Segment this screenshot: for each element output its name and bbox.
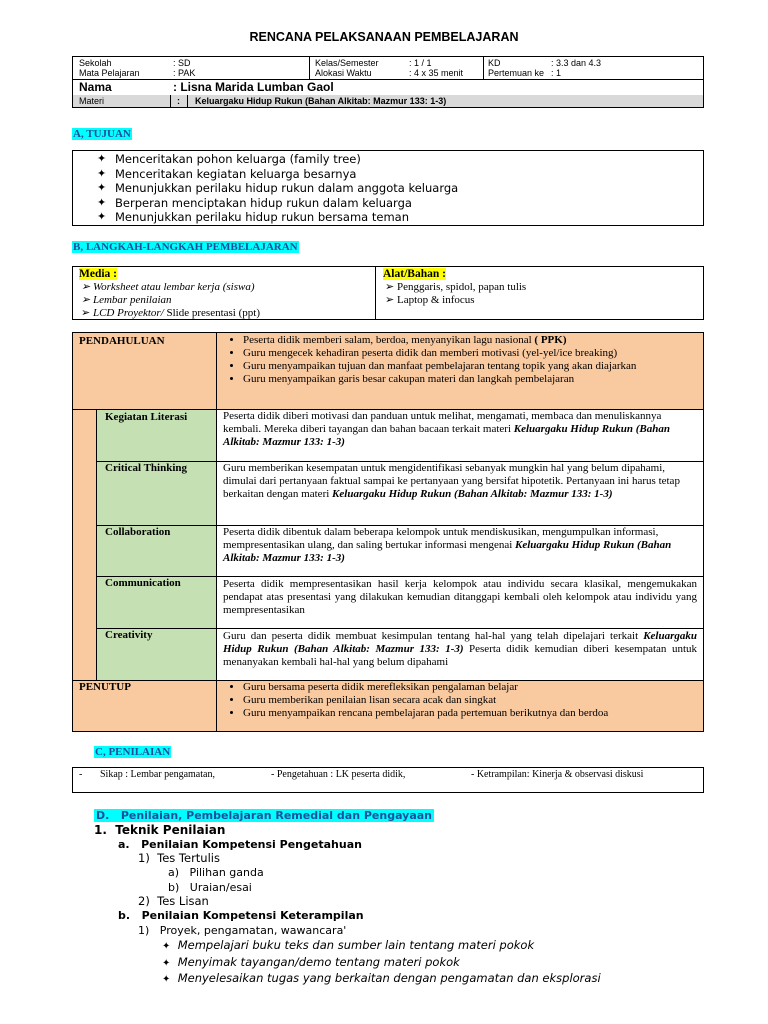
- pertemuan-value: : 1: [551, 68, 562, 78]
- sekolah-value: : SD: [173, 58, 191, 68]
- mapel-value: : PAK: [173, 68, 196, 78]
- d-b-item: ✦ Mempelajari buku teks dan sumber lain tentang materi pokok: [162, 938, 535, 952]
- alokasi-value: : 4 x 35 menit: [409, 68, 464, 78]
- inti-text-literasi: Peserta didik diberi motivasi dan panduan untuk melihat, mengamati, membaca dan menuliskannya kembali. Mereka diberi tayangan dan bahan bacaan terkait materi Keluargaku Hidup Rukun (Bahan Alkitab: Mazmur 133: 1-3): [223, 410, 670, 448]
- pertemuan-label: Pertemuan ke: [488, 68, 545, 78]
- kd-label: KD: [488, 58, 501, 68]
- penilaian-heading: C, PENILAIAN: [95, 746, 171, 758]
- kegiatan-table: [72, 332, 704, 732]
- mapel-label: Mata Pelajaran: [79, 68, 140, 78]
- pendahuluan-item: • Guru menyampaikan tujuan dan manfaat pembelajaran tentang topik yang akan diajarkan: [243, 360, 713, 373]
- media-item: ➢ LCD Proyektor/ Slide presentasi (ppt): [81, 307, 260, 319]
- materi-colon: :: [177, 96, 180, 106]
- d-a2: 2) Tes Lisan: [138, 894, 209, 908]
- inti-label-creativity: Creativity: [105, 629, 153, 641]
- header-table: [72, 56, 704, 108]
- materi-label: Materi: [79, 96, 105, 106]
- cross-icon: ✦: [162, 957, 171, 969]
- langkah-heading: B, LANGKAH-LANGKAH PEMBELAJARAN: [73, 241, 298, 253]
- d-b: b. Penilaian Kompetensi Keterampilan: [118, 909, 364, 922]
- kelas-label: Kelas/Semester: [315, 58, 379, 68]
- media-title: Media :: [79, 268, 118, 280]
- kd-value: : 3.3 dan 4.3: [551, 58, 602, 68]
- page-title: RENCANA PELAKSANAAN PEMBELAJARAN: [249, 30, 519, 44]
- media-item: ➢ Worksheet atau lembar kerja (siswa): [81, 281, 255, 293]
- kelas-value: : 1 / 1: [409, 58, 432, 68]
- pendahuluan-label: PENDAHULUAN: [79, 335, 165, 347]
- d-a1a: a) Pilihan ganda: [168, 866, 264, 879]
- d-a1: 1) Tes Tertulis: [138, 851, 220, 865]
- pendahuluan-item: • Peserta didik memberi salam, berdoa, menyanyikan lagu nasional ( PPK): [243, 334, 713, 347]
- sekolah-label: Sekolah: [79, 58, 112, 68]
- tujuan-item: ✦ Menunjukkan perilaku hidup rukun bersama teman: [97, 210, 409, 224]
- alokasi-label: Alokasi Waktu: [315, 68, 372, 78]
- media-item: ➢ Lembar penilaian: [81, 294, 172, 306]
- cross-icon: ✦: [97, 166, 107, 180]
- tujuan-heading: A, TUJUAN: [73, 128, 131, 140]
- inti-label-critical: Critical Thinking: [105, 462, 188, 474]
- d-b-item: ✦ Menyelesaikan tugas yang berkaitan dengan pengamatan dan eksplorasi: [162, 971, 601, 985]
- d-a: a. Penilaian Kompetensi Pengetahuan: [118, 838, 362, 851]
- alat-title: Alat/Bahan :: [383, 268, 446, 280]
- tujuan-item: ✦ Berperan menciptakan hidup rukun dalam keluarga: [97, 195, 412, 210]
- inti-text-communication: Peserta didik mempresentasikan hasil kerja kelompok atau individu secara klasikal, mengemukakan pendapat atas presentasi yang dilakukan kemudian ditanggapi kembali oleh kelompok atau individu yang mempresentasikan: [223, 578, 697, 616]
- penutup-item: • Guru memberikan penilaian lisan secara acak dan singkat: [243, 694, 713, 707]
- materi-value: Keluargaku Hidup Rukun (Bahan Alkitab: Mazmur 133: 1-3): [195, 96, 447, 106]
- penilaian-dash: -: [79, 769, 83, 780]
- penilaian-sikap: Sikap : Lembar pengamatan,: [100, 769, 215, 780]
- arrow-icon: ➢: [81, 307, 91, 319]
- arrow-icon: ➢: [81, 294, 91, 306]
- cross-icon: ✦: [97, 210, 107, 223]
- media-alat-table: [72, 266, 704, 320]
- arrow-icon: ➢: [385, 294, 395, 306]
- alat-item: ➢ Penggaris, spidol, papan tulis: [385, 281, 527, 293]
- d-b-item: ✦ Menyimak tayangan/demo tentang materi pokok: [162, 954, 460, 969]
- inti-text-critical: Guru memberikan kesempatan untuk mengidentifikasi sebanyak mungkin hal yang belum dipahami, dimulai dari pertanyaan faktual sampai ke pertanyaan yang bersifat hipotetik. Pertanyaan ini harus tetap berkaitan dengan materi Keluargaku Hidup Rukun (Bahan Alkitab: Mazmur 133: 1-3): [223, 462, 680, 500]
- nama-value: : Lisna Marida Lumban Gaol: [173, 80, 334, 94]
- inti-text-collaboration: Peserta didik dibentuk dalam beberapa kelompok untuk mendiskusikan, mengumpulkan informasi, mempresentasikan ulang, dan saling bertukar informasi mengenai Keluargaku Hidup Rukun (Bahan Alkitab: Mazmur 133: 1-3): [223, 526, 672, 564]
- cross-icon: ✦: [97, 195, 107, 209]
- d-b1: 1) Proyek, pengamatan, wawancara': [138, 924, 347, 937]
- inti-label-communication: Communication: [105, 577, 181, 589]
- cross-icon: ✦: [162, 941, 171, 952]
- penilaian-pengetahuan: - Pengetahuan : LK peserta didik,: [271, 769, 406, 780]
- cross-icon: ✦: [97, 181, 107, 194]
- tujuan-box: [72, 150, 704, 226]
- pendahuluan-item: • Guru mengecek kehadiran peserta didik dan memberi motivasi (yel-yel/ice breaking): [243, 347, 713, 360]
- inti-label-literasi: Kegiatan Literasi: [105, 411, 188, 423]
- arrow-icon: ➢: [81, 281, 91, 293]
- tujuan-item: ✦ Menunjukkan perilaku hidup rukun dalam anggota keluarga: [97, 181, 459, 195]
- pendahuluan-item: • Guru menyampaikan garis besar cakupan materi dan langkah pembelajaran: [243, 373, 713, 386]
- inti-label-collaboration: Collaboration: [105, 526, 171, 538]
- penutup-item: • Guru menyampaikan rencana pembelajaran pada pertemuan berikutnya dan berdoa: [243, 707, 713, 720]
- d-b-list: [162, 938, 601, 988]
- penilaian-keterampilan: - Ketrampilan: Kinerja & observasi diskusi: [471, 769, 644, 780]
- penutup-item: • Guru bersama peserta didik merefleksikan pengalaman belajar: [243, 681, 713, 694]
- arrow-icon: ➢: [385, 281, 395, 293]
- nama-label: Nama: [79, 80, 112, 94]
- alat-item: ➢ Laptop & infocus: [385, 294, 475, 306]
- penilaian-box: [72, 767, 704, 793]
- cross-icon: ✦: [97, 152, 107, 165]
- d-a1b: b) Uraian/esai: [168, 881, 252, 894]
- d-heading: D. Penilaian, Pembelajaran Remedial dan Pengayaan: [96, 809, 433, 822]
- cross-icon: ✦: [162, 974, 171, 985]
- d-teknik: 1. Teknik Penilaian: [94, 823, 226, 837]
- penutup-label: PENUTUP: [79, 681, 131, 693]
- tujuan-item: ✦ Menceritakan kegiatan keluarga besarnya: [97, 166, 357, 181]
- tujuan-item: ✦ Menceritakan pohon keluarga (family tree): [97, 152, 361, 166]
- inti-text-creativity: Guru dan peserta didik membuat kesimpulan tentang hal-hal yang telah dipelajari terkait Keluargaku Hidup Rukun (Bahan Alkitab: Mazmur 133: 1-3) Peserta didik kemudian diberi kesempatan untuk menanyakan kembali hal-hal yang belum dipahami: [223, 630, 697, 668]
